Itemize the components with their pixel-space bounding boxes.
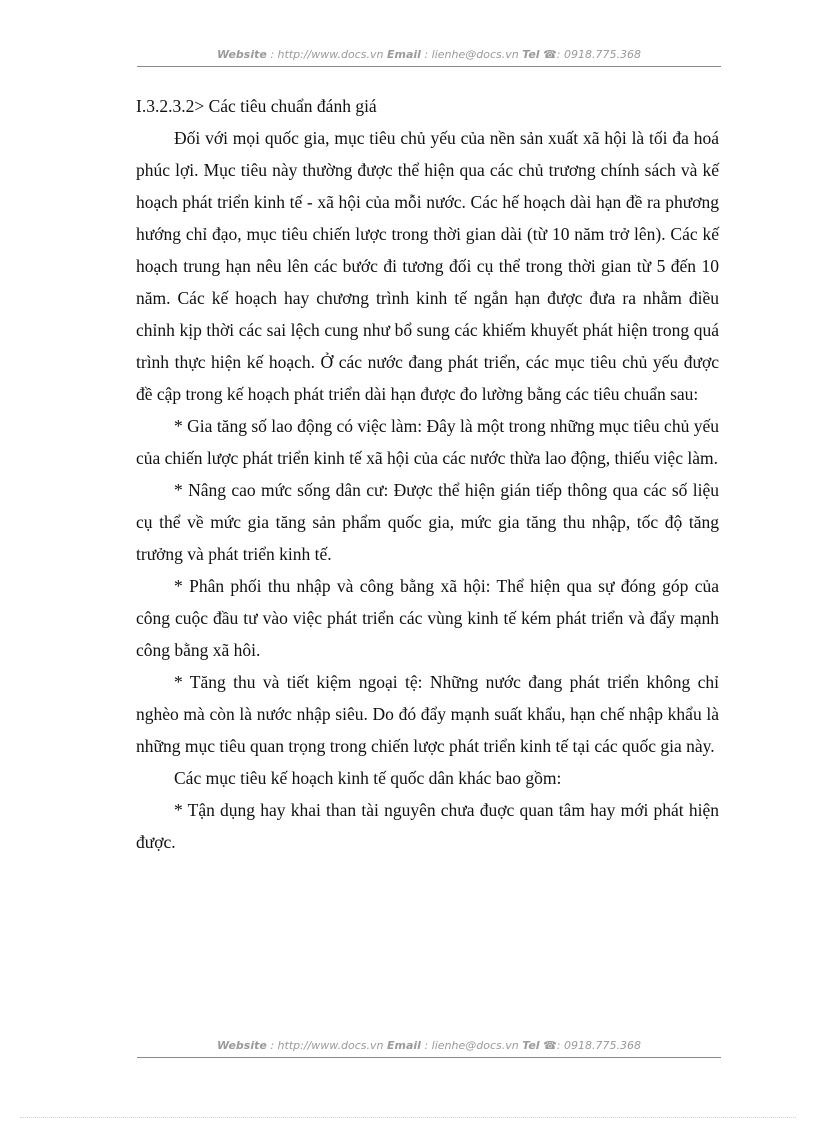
paragraph-intro: Đối với mọi quốc gia, mục tiêu chủ yếu của nền sản xuất xã hội là tối đa hoá phúc lợi. Mục tiêu này thường được thể hiện qua các chủ trương chính sách và kế hoạch phát triển kinh tế - xã hội của mỗi nước. Các hế hoạch dài hạn đề ra phương hướng chỉ đạo, mục tiêu chiến lược trong thời gian dài (từ 10 năm trở lên). Các kế hoạch trung hạn nêu lên các bước đi tương đối cụ thể trong thời gian từ 5 đến 10 năm. Các kế hoạch hay chương trình kinh tế ngắn hạn được đưa ra nhằm điều chỉnh kịp thời các sai lệch cung như bổ sung các khiếm khuyết phát hiện trong quá trình thực hiện kế hoạch. Ở các nước đang phát triển, các mục tiêu chủ yếu được đề cập trong kế hoạch phát triển dài hạn được đo lường bằng các tiêu chuẩn sau:	[136, 128, 719, 404]
header-email-link[interactable]: : lienhe@docs.vn	[424, 48, 519, 61]
header-website-label: Website	[217, 48, 267, 61]
footer-email-link[interactable]: : lienhe@docs.vn	[424, 1039, 519, 1052]
header-divider	[137, 66, 721, 67]
paragraph-criterion-income-distribution: * Phân phối thu nhập và công bằng xã hội: Thể hiện qua sự đóng góp của công cuộc đầu tư vào việc phát triển các vùng kinh tế kém phát triển và đẩy mạnh công bằng xã hôi.	[136, 576, 719, 660]
paragraph-criterion-living-standard: * Nâng cao mức sống dân cư: Được thể hiện gián tiếp thông qua các số liệu cụ thể về mức gia tăng sản phẩm quốc gia, mức gia tăng thu nhập, tốc độ tăng trưởng và phát triển kinh tế.	[136, 480, 719, 564]
paragraph-other-goals: Các mục tiêu kế hoạch kinh tế quốc dân khác bao gồm:	[174, 768, 562, 788]
header-tel-value: : 0918.775.368	[556, 48, 641, 61]
section-heading: I.3.2.3.2> Các tiêu chuẩn đánh giá	[136, 96, 377, 116]
paragraph-criterion-employment: * Gia tăng số lao động có việc làm: Đây là một trong những mục tiêu chủ yếu của chiến lược phát triển kinh tế xã hội của các nước thừa lao động, thiếu việc làm.	[136, 416, 719, 468]
paragraph-criterion-foreign-currency: * Tăng thu và tiết kiệm ngoại tệ: Những nước đang phát triển không chỉ nghèo mà còn là nước nhập siêu. Do đó đẩy mạnh suất khẩu, hạn chế nhập khẩu là những mục tiêu quan trọng trong chiến lược phát triển kinh tế tại các quốc gia này.	[136, 672, 719, 756]
footer-email-label: Email	[387, 1039, 421, 1052]
header-email-label: Email	[387, 48, 421, 61]
page-header	[137, 48, 721, 61]
footer-website-link[interactable]: : http://www.docs.vn	[270, 1039, 384, 1052]
header-tel-label: Tel	[522, 48, 540, 61]
page-footer	[137, 1039, 721, 1052]
footer-website-label: Website	[217, 1039, 267, 1052]
paragraph-criterion-resources: * Tận dụng hay khai than tài nguyên chưa đuợc quan tâm hay mới phát hiện được.	[136, 800, 719, 852]
header-website-link[interactable]: : http://www.docs.vn	[270, 48, 384, 61]
page-edge-dotted-line	[20, 1117, 796, 1118]
footer-tel-value: : 0918.775.368	[556, 1039, 641, 1052]
footer-divider	[137, 1057, 721, 1058]
phone-icon: ☎	[543, 1039, 557, 1052]
document-body	[136, 90, 719, 858]
footer-tel-label: Tel	[522, 1039, 540, 1052]
phone-icon: ☎	[543, 48, 557, 61]
